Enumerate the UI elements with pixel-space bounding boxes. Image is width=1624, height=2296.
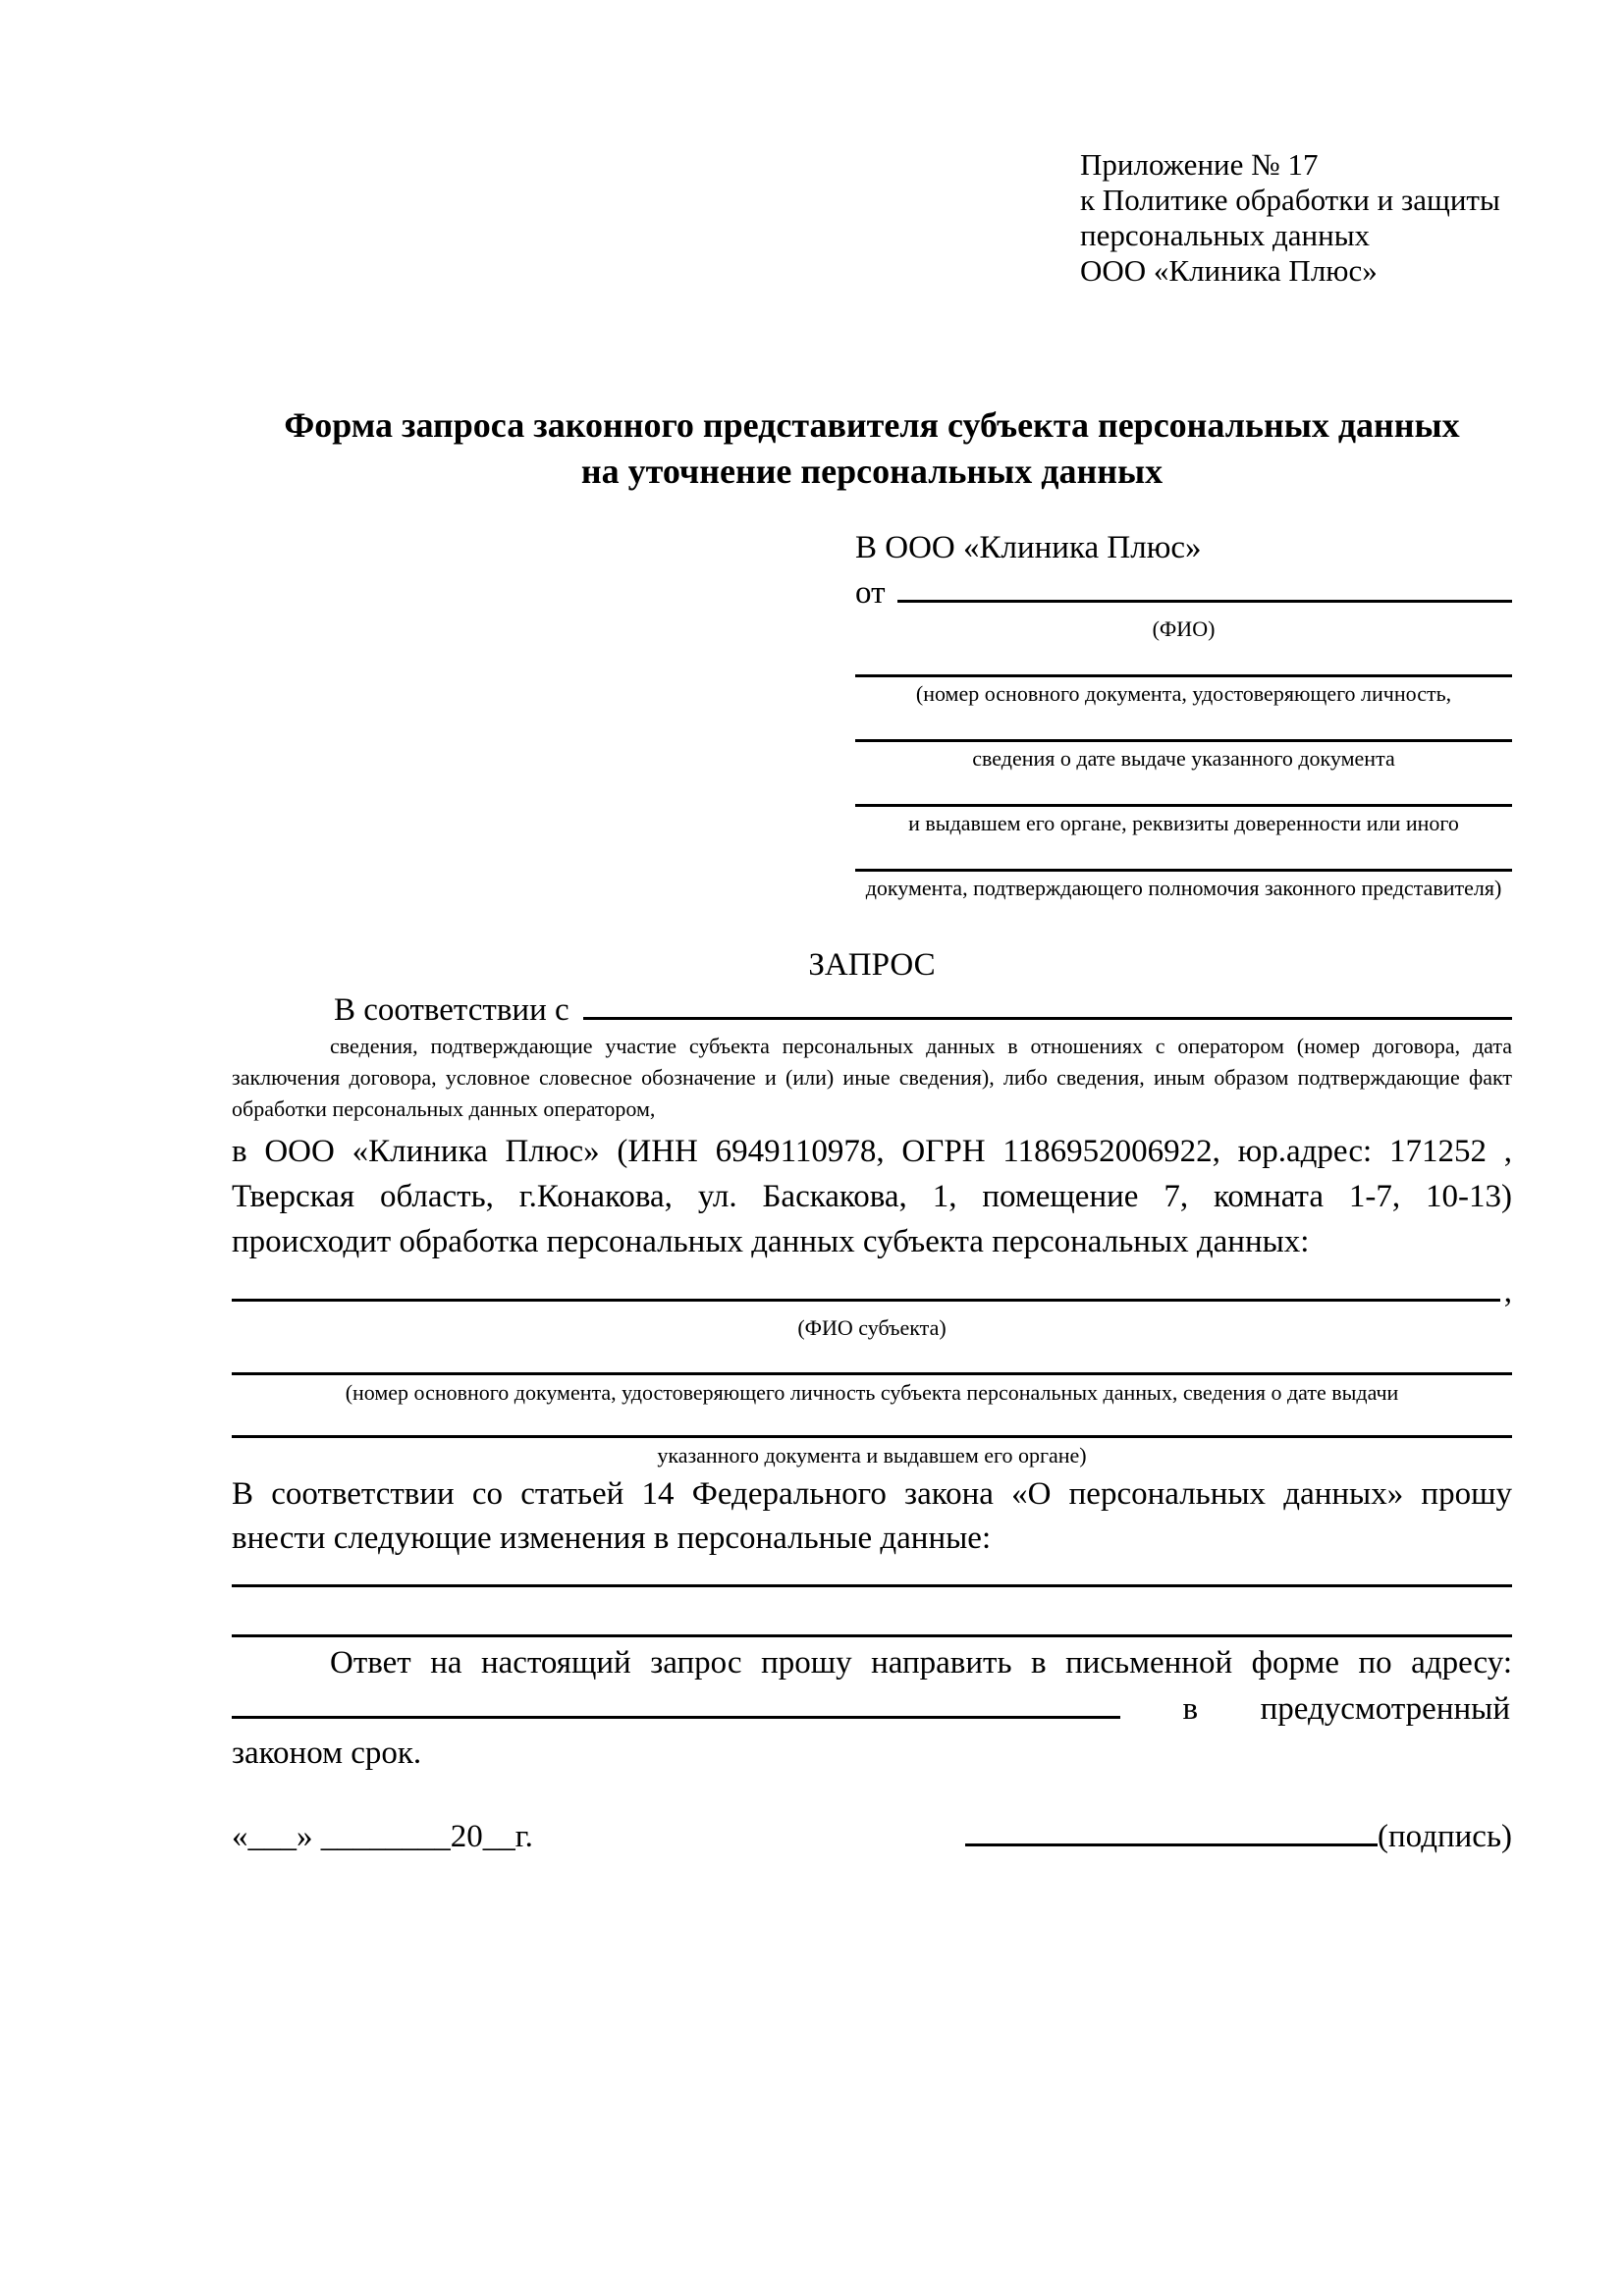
- basis-caption-line-3: обработки персональных данных оператором,: [232, 1096, 656, 1121]
- subject-fio-caption: (ФИО субъекта): [797, 1315, 947, 1340]
- operator-line-3: происходит обработка персональных данных субъекта персональных данных:: [232, 1224, 1310, 1259]
- subject-doc-caption-2: указанного документа и выдавшем его органе): [657, 1443, 1087, 1468]
- doc-caption-2: сведения о дате выдаче указанного документа: [972, 746, 1395, 771]
- appendix-line-3: персональных данных: [1080, 218, 1371, 252]
- law-line-2: внести следующие изменения в персональные данные:: [232, 1521, 992, 1556]
- subject-fio-row: [232, 1274, 1512, 1310]
- from-label: от: [855, 575, 886, 611]
- subject-fio-blank-line[interactable]: [232, 1299, 1500, 1302]
- answer-word-2: предусмотренный: [1260, 1691, 1510, 1727]
- appendix-block: [1080, 0, 1624, 289]
- request-heading: ЗАПРОС: [808, 947, 936, 983]
- signature-row: [232, 1815, 1512, 1859]
- operator-paragraph: [232, 1129, 1512, 1264]
- doc-caption-3: и выдавшем его органе, реквизиты доверенности или иного: [908, 811, 1459, 835]
- basis-label: В соответствии с: [334, 992, 569, 1028]
- date-blank[interactable]: «___» ________20__г.: [232, 1819, 533, 1854]
- addressee-block: [855, 528, 1512, 901]
- signature-caption: (подпись): [1378, 1819, 1512, 1854]
- law-line-1: В соответствии со статьей 14 Федерального закона «О персональных данных» прошу: [232, 1476, 1512, 1512]
- signature-group: [965, 1815, 1512, 1859]
- appendix-line-4: ООО «Клиника Плюс»: [1080, 253, 1378, 288]
- basis-blank-line[interactable]: [583, 1017, 1512, 1020]
- appendix-line-1: Приложение № 17: [1080, 147, 1319, 182]
- operator-line-2: Тверская область, г.Конакова, ул. Баскакова, 1, помещение 7, комната 1-7, 10-13): [232, 1179, 1512, 1214]
- document-title: [232, 402, 1512, 495]
- doc-blank-line-2[interactable]: [855, 739, 1512, 742]
- operator-line-1: в ООО «Клиника Плюс» (ИНН 6949110978, ОГРН 1186952006922, юр.адрес: 171252 ,: [232, 1134, 1512, 1169]
- subject-trailing-comma: ,: [1503, 1274, 1512, 1309]
- basis-caption-line-2: заключения договора, условное словесное обозначение и (или) иные сведения), либо сведения, иным образом подтверждающие факт: [232, 1065, 1512, 1090]
- organization-name: В ООО «Клиника Плюс»: [855, 530, 1202, 565]
- fio-blank-line[interactable]: [897, 600, 1513, 603]
- appendix-line-2: к Политике обработки и защиты: [1080, 183, 1500, 217]
- answer-address-row: [232, 1687, 1512, 1732]
- doc-blank-line-3[interactable]: [855, 804, 1512, 807]
- doc-caption-4: документа, подтверждающего полномочия законного представителя): [865, 876, 1502, 900]
- title-line-1: Форма запроса законного представителя субъекта персональных данных: [284, 405, 1460, 445]
- answer-line-1: Ответ на настоящий запрос прошу направить в письменной форме по адресу:: [330, 1645, 1512, 1681]
- fio-caption: (ФИО): [1152, 616, 1216, 641]
- doc-caption-1: (номер основного документа, удостоверяющего личность,: [915, 681, 1452, 706]
- law-paragraph: [232, 1472, 1512, 1561]
- subject-doc-caption-1: (номер основного документа, удостоверяющего личность субъекта персональных данных, сведения о дате выдачи: [345, 1380, 1399, 1405]
- doc-blank-line-1[interactable]: [855, 674, 1512, 677]
- subject-doc-blank-line-2[interactable]: [232, 1435, 1512, 1438]
- answer-word-1: в: [1182, 1691, 1199, 1727]
- basis-caption: [232, 1031, 1512, 1125]
- subject-doc-blank-line-1[interactable]: [232, 1372, 1512, 1375]
- doc-blank-line-4[interactable]: [855, 869, 1512, 872]
- answer-line-3: законом срок.: [232, 1735, 422, 1771]
- title-line-2: на уточнение персональных данных: [580, 452, 1164, 491]
- answer-paragraph: [232, 1641, 1512, 1776]
- changes-blank-line-2[interactable]: [232, 1634, 1512, 1637]
- signature-blank-line[interactable]: [965, 1843, 1378, 1846]
- from-row: [855, 573, 1512, 613]
- basis-row: [232, 989, 1512, 1031]
- basis-caption-line-1: сведения, подтверждающие участие субъекта персональных данных в отношениях с оператором (номер договора, дата: [330, 1034, 1512, 1058]
- address-blank-line[interactable]: [232, 1716, 1120, 1719]
- changes-blank-line-1[interactable]: [232, 1584, 1512, 1587]
